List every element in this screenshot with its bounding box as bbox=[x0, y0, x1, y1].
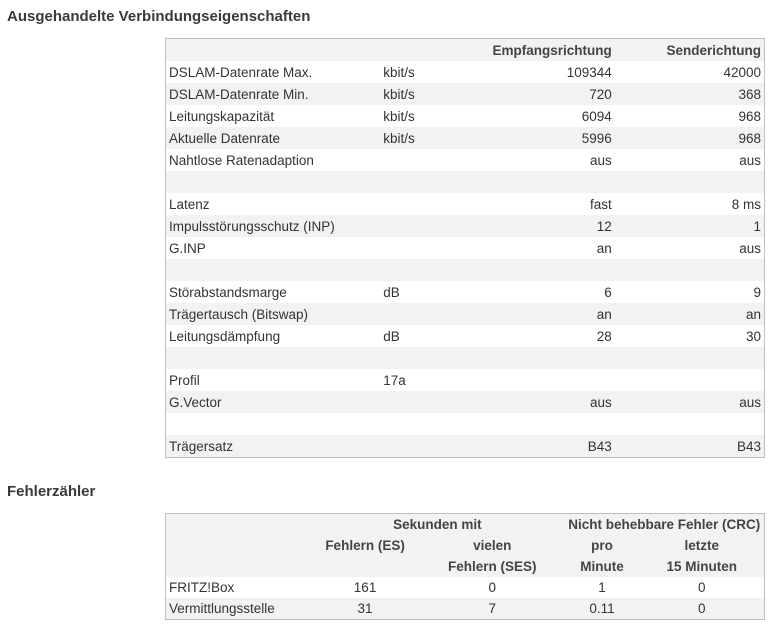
row-rx-value: an bbox=[596, 240, 612, 256]
table-header-row bbox=[166, 39, 765, 62]
row-rx-value bbox=[480, 347, 615, 369]
row-tx-value: 9 bbox=[753, 284, 761, 300]
row-unit bbox=[380, 303, 480, 325]
row-label: G.INP bbox=[169, 240, 206, 256]
row-rx-value: 6094 bbox=[581, 108, 612, 124]
row-tx-value bbox=[615, 413, 765, 435]
row-rx-value bbox=[480, 369, 615, 391]
row-label: Aktuelle Datenrate bbox=[166, 127, 381, 149]
header-cell bbox=[380, 39, 480, 62]
row-tx-value: an bbox=[615, 303, 765, 325]
row-es: 31 bbox=[310, 598, 420, 620]
row-tx-value: aus bbox=[615, 391, 765, 413]
header-crc: Nicht behebbare Fehler (CRC) bbox=[564, 514, 764, 536]
header-seconds-with: Sekunden mit bbox=[310, 514, 564, 536]
row-crc-min: 1 bbox=[598, 580, 606, 595]
table-row bbox=[166, 61, 765, 83]
table-row bbox=[166, 303, 765, 325]
row-rx-value bbox=[480, 413, 615, 435]
table-row bbox=[166, 435, 765, 458]
row-tx-value: 30 bbox=[745, 328, 761, 344]
row-label: Störabstandsmarge bbox=[169, 284, 287, 300]
row-tx-value bbox=[615, 171, 765, 193]
row-label bbox=[166, 171, 381, 193]
row-label bbox=[166, 259, 381, 281]
table-row bbox=[166, 83, 765, 105]
row-rx-value: 5996 bbox=[480, 127, 615, 149]
row-rx-value: 109344 bbox=[566, 64, 612, 80]
table-row bbox=[166, 171, 765, 193]
table-row bbox=[166, 193, 765, 215]
row-unit bbox=[380, 347, 480, 369]
row-unit bbox=[380, 171, 480, 193]
table-row bbox=[166, 215, 765, 237]
table-row bbox=[166, 149, 765, 171]
row-label: Impulsstörungsschutz (INP) bbox=[166, 215, 381, 237]
row-label: DSLAM-Datenrate Max. bbox=[169, 64, 313, 80]
table-row bbox=[166, 325, 765, 347]
row-tx-value bbox=[615, 369, 765, 391]
row-unit: kbit/s bbox=[380, 83, 480, 105]
table-row bbox=[166, 127, 765, 149]
row-unit bbox=[380, 259, 480, 281]
row-crc-15: 0 bbox=[697, 580, 706, 595]
row-label: Profil bbox=[169, 372, 200, 388]
header-ses-line1: vielen bbox=[420, 535, 565, 556]
row-tx-value bbox=[615, 347, 765, 369]
row-rx-value: aus bbox=[590, 152, 612, 168]
row-crc-15: 0 bbox=[639, 598, 764, 620]
row-unit bbox=[380, 435, 480, 458]
row-rx-value: 6 bbox=[604, 284, 612, 300]
row-ses: 7 bbox=[420, 598, 565, 620]
row-unit: dB bbox=[383, 328, 400, 344]
table-header-row bbox=[166, 556, 765, 577]
row-rx-value: 28 bbox=[596, 328, 612, 344]
row-label: Trägertausch (Bitswap) bbox=[166, 303, 381, 325]
row-label: G.Vector bbox=[166, 391, 381, 413]
row-label: Vermittlungsstelle bbox=[166, 598, 311, 620]
table-row bbox=[166, 598, 765, 620]
row-label: FRITZ!Box bbox=[169, 580, 235, 595]
row-unit: dB bbox=[383, 284, 400, 300]
row-ses: 0 bbox=[488, 580, 496, 595]
table-row bbox=[166, 413, 765, 435]
row-label: Leitungskapazität bbox=[169, 108, 275, 124]
table-row bbox=[166, 577, 765, 598]
header-last-line2: 15 Minuten bbox=[639, 556, 764, 577]
row-tx-value: aus bbox=[739, 152, 761, 168]
row-label: Trägersatz bbox=[166, 435, 381, 458]
section-title-connection: Ausgehandelte Verbindungseigenschaften bbox=[7, 8, 311, 25]
connection-properties-table bbox=[165, 38, 765, 458]
row-label: Latenz bbox=[169, 196, 210, 212]
row-es: 161 bbox=[353, 580, 377, 595]
row-tx-value: 968 bbox=[738, 108, 761, 124]
header-rx: Empfangsrichtung bbox=[480, 39, 615, 62]
row-unit: kbit/s bbox=[383, 64, 415, 80]
row-tx-value: 1 bbox=[615, 215, 765, 237]
table-row bbox=[166, 391, 765, 413]
header-ses-line2: Fehlern (SES) bbox=[420, 556, 565, 577]
header-cell bbox=[166, 39, 381, 62]
row-unit bbox=[380, 237, 480, 259]
row-rx-value: 720 bbox=[480, 83, 615, 105]
row-label bbox=[166, 347, 381, 369]
row-label: Leitungsdämpfung bbox=[169, 328, 281, 344]
row-tx-value: 42000 bbox=[723, 64, 761, 80]
row-unit bbox=[380, 149, 480, 171]
section-title-errors: Fehlerzähler bbox=[7, 483, 96, 500]
table-row bbox=[166, 105, 765, 127]
row-label bbox=[166, 413, 381, 435]
table-row bbox=[166, 347, 765, 369]
row-tx-value bbox=[615, 259, 765, 281]
table-row bbox=[166, 259, 765, 281]
row-rx-value: 12 bbox=[480, 215, 615, 237]
error-counter-table bbox=[165, 513, 765, 620]
row-unit bbox=[380, 413, 480, 435]
row-tx-value: 368 bbox=[615, 83, 765, 105]
row-tx-value: 968 bbox=[615, 127, 765, 149]
row-label: Nahtlose Ratenadaption bbox=[169, 152, 314, 168]
header-pro-line2: Minute bbox=[564, 556, 639, 577]
table-header-row bbox=[166, 535, 765, 556]
header-last-line1: letzte bbox=[639, 535, 764, 556]
row-rx-value: fast bbox=[590, 196, 612, 212]
row-tx-value: B43 bbox=[615, 435, 765, 458]
row-unit bbox=[380, 215, 480, 237]
table-row bbox=[166, 281, 765, 303]
row-rx-value: an bbox=[480, 303, 615, 325]
header-pro-line1: pro bbox=[564, 535, 639, 556]
header-es: Fehlern (ES) bbox=[310, 535, 420, 556]
table-row bbox=[166, 237, 765, 259]
row-unit: 17a bbox=[383, 372, 406, 388]
row-unit: kbit/s bbox=[380, 127, 480, 149]
row-unit bbox=[380, 193, 480, 215]
row-rx-value: aus bbox=[480, 391, 615, 413]
row-tx-value: 8 ms bbox=[731, 196, 761, 212]
table-row bbox=[166, 369, 765, 391]
row-unit bbox=[380, 391, 480, 413]
row-unit: kbit/s bbox=[383, 108, 415, 124]
header-tx: Senderichtung bbox=[615, 39, 765, 62]
row-rx-value bbox=[480, 259, 615, 281]
row-label: DSLAM-Datenrate Min. bbox=[166, 83, 381, 105]
row-rx-value: B43 bbox=[480, 435, 615, 458]
row-crc-min: 0.11 bbox=[564, 598, 639, 620]
row-tx-value: aus bbox=[739, 240, 761, 256]
row-rx-value bbox=[480, 171, 615, 193]
table-header-row bbox=[166, 514, 765, 536]
